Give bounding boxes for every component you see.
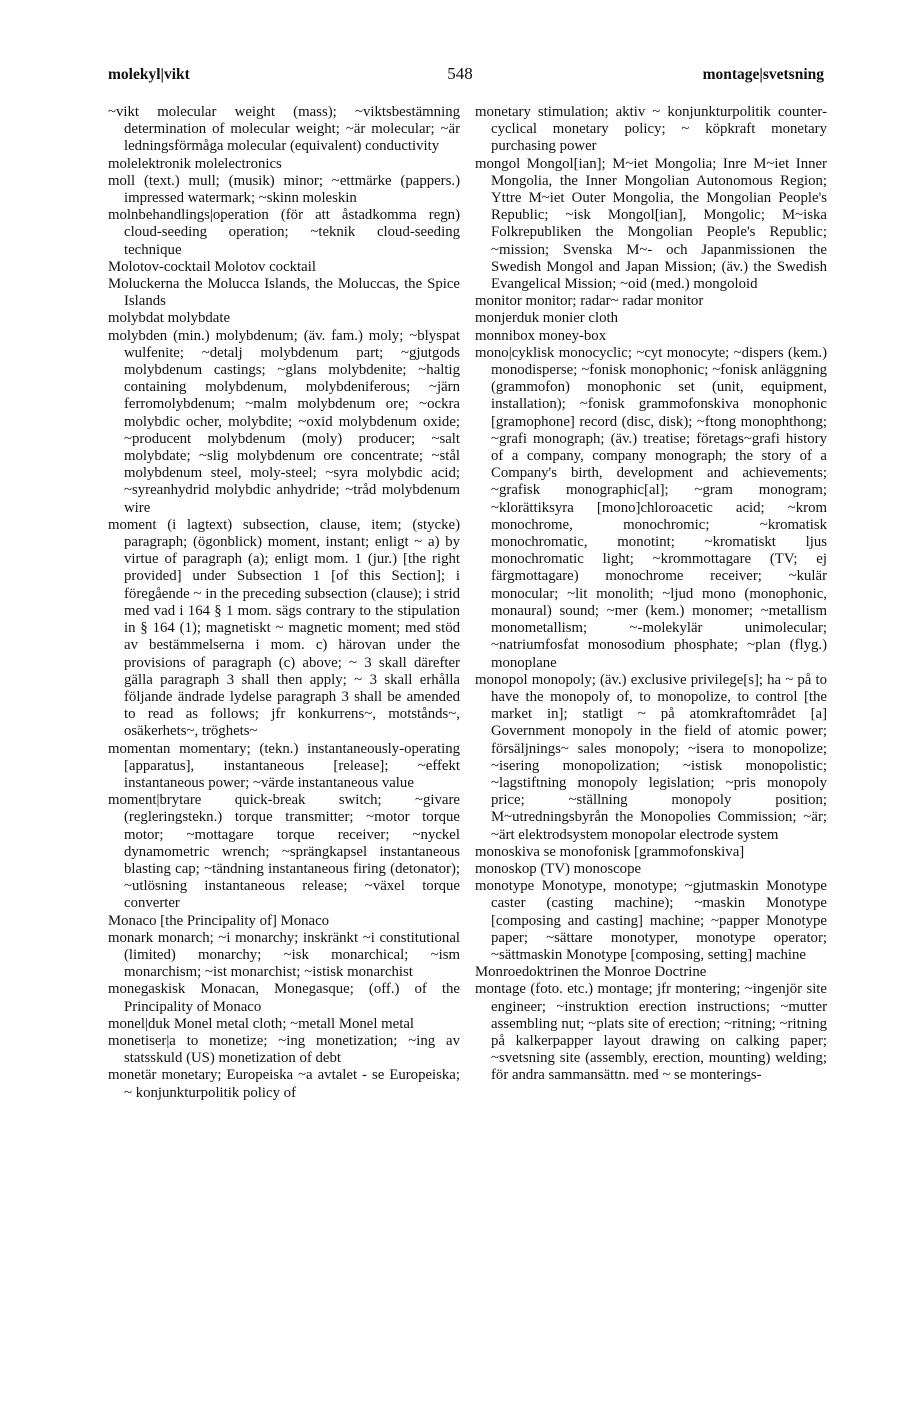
dictionary-entry: mono|cyklisk monocyclic; ~cyt monocyte; ~dispers (kem.) monodisperse; ~fonisk monophonic; ~fonisk anläggning (grammofon) monophonic set (unit, equipment, installation); ~fonisk grammofonskiva monophonic [gramophone] record (disc, disk); ~ftong monophthong; ~grafi monograph; (äv.) treatise; företags~grafi history of a company, company monograph; the story of a Company's birth, development and achievements; ~grafisk monographic[al]; ~gram monogram; ~klorättiksyra [mono]chloroacetic acid; ~krom monochrome, monochromic; ~kromatisk monochromatic, monotint; ~kromatiskt ljus monochromatic light; ~krommottagare (TV; ej färgmottagare) monochrome receiver; ~kulär monocular; ~lit monolith; ~ljud mono (monophonic, monaural) sound; ~mer (kem.) monomer; ~metallism monometallism; ~-molekylär unimolecular; ~natriumfosfat monosodium phosphate; ~plan (flyg.) monoplane [475, 344, 827, 671]
right-column [475, 104, 827, 1085]
dictionary-entry: monjerduk monier cloth [475, 310, 619, 327]
dictionary-entry: Monaco [the Principality of] Monaco [108, 912, 330, 929]
dictionary-entry: monitor monitor; radar~ radar monitor [475, 293, 704, 310]
dictionary-entry: montage (foto. etc.) montage; jfr montering; ~ingenjör site engineer; ~instruktion erection instructions; ~mutter assembling nut; ~plats site of erection; ~ritning; ~ritning på kalkerpapper layout drawing on calking paper; ~svetsning site (assembly, erection, mounting) welding; för andra sammansättn. med ~ se monterings- [475, 981, 827, 1084]
dictionary-entry: monoskiva se monofonisk [grammofonskiva] [475, 843, 745, 860]
dictionary-entry: Moluckerna the Molucca Islands, the Moluccas, the Spice Islands [108, 276, 460, 310]
dictionary-entry: monotype Monotype, monotype; ~gjutmaskin Monotype caster (casting machine); ~maskin Monotype [composing and casting] machine; ~papper Monotype paper; ~sättare monotyper, monotype operator; ~sättmaskin Monotype [composing, setting] machine [475, 878, 827, 963]
dictionary-entry: momentan momentary; (tekn.) instantaneously-operating [apparatus], instantaneous [release]; ~effekt instantaneous power; ~värde instantaneous value [108, 740, 460, 791]
dictionary-entry: monnibox money-box [475, 327, 607, 344]
running-head-right: montage|svetsning [702, 66, 824, 83]
dictionary-entry: monopol monopoly; (äv.) exclusive privilege[s]; ha ~ på to have the monopoly of, to monopolize, to control [the market in]; statligt ~ på atomkraftområdet [a] Government monopoly in the field of atomic power; försäljnings~ sales monopoly; ~isera to monopolize; ~isering monopolization; ~istisk monopolistic; ~lagstiftning monopoly legislation; ~pris monopoly price; ~ställning monopoly position; M~utredningsbyrån the Monopolies Commission; ~är; ~ärt elektrodsystem monopolar electrode system [475, 671, 827, 843]
dictionary-entry: monel|duk Monel metal cloth; ~metall Monel metal [108, 1015, 415, 1032]
dictionary-entry: Monroedoktrinen the Monroe Doctrine [475, 964, 707, 981]
dictionary-entry: ~vikt molecular weight (mass); ~viktsbestämning determination of molecular weight; ~är molecular; ~är ledningsförmåga molecular (equivalent) conductivity [108, 104, 460, 155]
dictionary-entry: monetary stimulation; aktiv ~ konjunkturpolitik counter-cyclical monetary policy; ~ köpkraft monetary purchasing power [475, 104, 827, 155]
dictionary-entry: monark monarch; ~i monarchy; inskränkt ~i constitutional (limited) monarchy; ~isk monarchical; ~ism monarchism; ~ist monarchist; ~istisk monarchist [108, 929, 460, 981]
dictionary-entry: monegaskisk Monacan, Monegasque; (off.) of the Principality of Monaco [108, 981, 460, 1015]
dictionary-entry: monetiser|a to monetize; ~ing monetization; ~ing av statsskuld (US) monetization of debt [108, 1032, 460, 1067]
dictionary-entry: moment (i lagtext) subsection, clause, item; (stycke) paragraph; (ögonblick) moment, instant; enligt ~ a) by virtue of paragraph (a); enligt mom. 1 (jur.) [the right provided] under Subsection 1 [of this Section]; i föregående ~ in the preceding subsection (clause); i strid med vad i 164 § 1 mom. sägs contrary to the stipulation in § 164 (1); magnetiskt ~ magnetic moment; med stöd av bestämmelserna i mom. c) härovan under the provisions of paragraph (c) above; ~ 3 skall därefter gälla paragraph 3 shall then apply; ~ 3 skall erhålla följande ändrade lydelse paragraph 3 shall be amended to read as follows; jfr konkurrens~, motstånds~, osäkerhets~, tröghets~ [108, 516, 460, 740]
dictionary-entry: molnbehandlings|operation (för att åstadkomma regn) cloud-seeding operation; ~teknik cloud-seeding technique [108, 207, 460, 258]
running-head-left: molekyl|vikt [108, 66, 190, 83]
dictionary-entry: monetär monetary; Europeiska ~a avtalet - se Europeiska; ~ konjunkturpolitik policy of [108, 1067, 460, 1101]
dictionary-entry: moll (text.) mull; (musik) minor; ~ettmärke (pappers.) impressed watermark; ~skinn moleskin [108, 172, 460, 207]
dictionary-entry: molybdat molybdate [108, 310, 231, 327]
left-column [108, 104, 460, 1102]
dictionary-entry: molybden (min.) molybdenum; (äv. fam.) moly; ~blyspat wulfenite; ~detalj molybdenum part; ~gjutgods molybdenum castings; ~glans molybdenite; ~haltig containing molybdenum, molybdeniferous; ~järn ferromolybdenum; ~malm molybdenum ore; ~ockra molybdic ocher, molybdite; ~oxid molybdenum oxide; ~producent molybdenum (moly) producer; ~salt molybdate; ~slig molybdenum ore concentrate; ~stål molybdenum steel, moly-steel; ~syra molybdic acid; ~syreanhydrid molybdic anhydride; ~tråd molybdenum wire [108, 327, 460, 516]
page-number: 548 [447, 64, 473, 83]
dictionary-entry: molelektronik molelectronics [108, 155, 282, 172]
dictionary-entry: Molotov-cocktail Molotov cocktail [108, 258, 316, 275]
dictionary-entry: moment|brytare quick-break switch; ~givare (regleringstekn.) torque transmitter; ~motor torque motor; ~mottagare torque receiver; ~nyckel dynamometric wrench; ~sprängkapsel instantaneous blasting cap; ~tändning instantaneous firing (detonator); ~utlösning instantaneous release; ~växel torque converter [108, 792, 460, 912]
dictionary-entry: monoskop (TV) monoscope [475, 860, 642, 877]
dictionary-entry: mongol Mongol[ian]; M~iet Mongolia; Inre M~iet Inner Mongolia, the Inner Mongolian Autonomous Region; Yttre M~iet Outer Mongolia, the Mongolian People's Republic; ~isk Mongol[ian], Mongolic; M~iska Folkrepubliken the Mongolian People's Republic; ~mission; Svenska M~- och Japanmissionen the Swedish Mongol and Japan Mission; (äv.) the Swedish Evangelical Mission; ~oid (med.) mongoloid [475, 155, 827, 293]
